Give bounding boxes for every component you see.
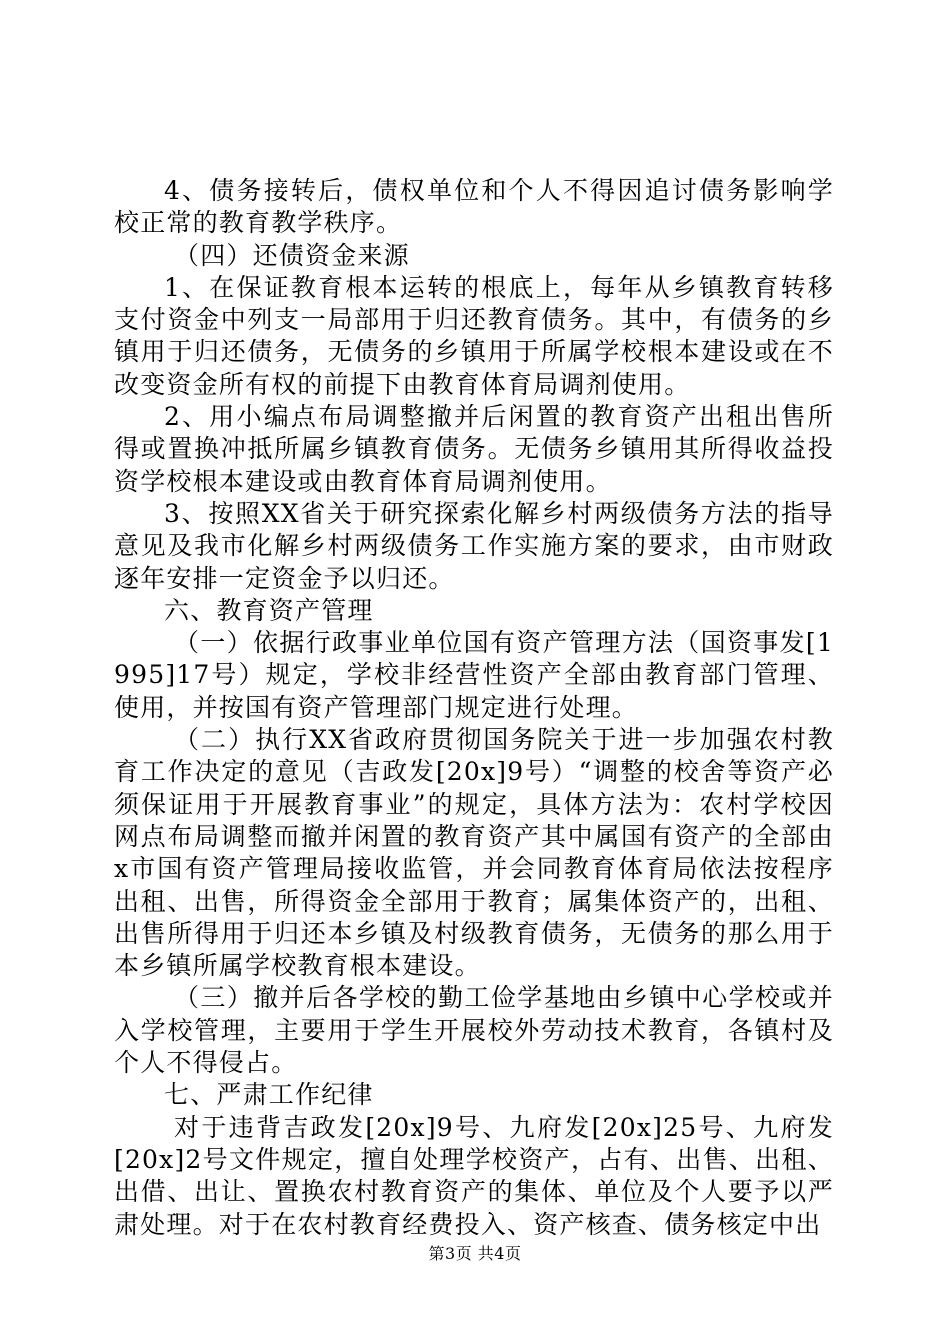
section-heading-debt-funding: （四）还债资金来源 — [174, 240, 410, 270]
paragraph-funding-3: 3、按照XX省关于研究探索化解乡村两级债务方法的指导意见及我市化解乡村两级债务工作实施方案的要求，由市财政逐年安排一定资金予以归还。 — [114, 498, 834, 593]
paragraph-asset-2: （二）执行XX省政府贯彻国务院关于进一步加强农村教育工作决定的意见（吉政发[20x]9号）“调整的校舍等资产必须保证用于开展教育事业”的规定，具体方法为：农村学校因网点布局调整而撤并闲置的教育资产其中属国有资产的全部由x市国有资产管理局接收监管，并会同教育体育局依法按程序出租、出售，所得资金全部用于教育；属集体资产的，出租、出售所得用于归还本乡镇及村级教育债务，无债务的那么用于本乡镇所属学校教育根本建设。 — [114, 725, 834, 981]
paragraph-asset-3: （三）撤并后各学校的勤工俭学基地由乡镇中心学校或并入学校管理，主要用于学生开展校外劳动技术教育，各镇村及个人不得侵占。 — [114, 983, 834, 1078]
paragraph-discipline: 对于违背吉政发[20x]9号、九府发[20x]25号、九府发[20x]2号文件规定，擅自处理学校资产，占有、出售、出租、出借、出让、置换农村教育资产的集体、单位及个人要予以严肃处理。对于在农村教育经费投入、资产核查、债务核定中出 — [114, 1112, 834, 1239]
paragraph-debt-transfer: 4、债务接转后，债权单位和个人不得因追讨债务影响学校正常的教育教学秩序。 — [114, 176, 834, 238]
page-number-footer: 第3页 共4页 — [428, 1244, 522, 1263]
section-heading-discipline: 七、严肃工作纪律 — [164, 1080, 374, 1110]
paragraph-funding-1: 1、在保证教育根本运转的根底上，每年从乡镇教育转移支付资金中列支一局部用于归还教育债务。其中，有债务的乡镇用于归还债务，无债务的乡镇用于所属学校根本建设或在不改变资金所有权的前提下由教育体育局调剂使用。 — [114, 272, 834, 399]
section-heading-asset-management: 六、教育资产管理 — [164, 595, 374, 625]
document-body — [114, 175, 834, 1241]
paragraph-asset-1: （一）依据行政事业单位国有资产管理方法（国资事发[1995]17号）规定，学校非经营性资产全部由教育部门管理、使用，并按国有资产管理部门规定进行处理。 — [114, 628, 834, 722]
paragraph-funding-2: 2、用小编点布局调整撤并后闲置的教育资产出租出售所得或置换冲抵所属乡镇教育债务。无债务乡镇用其所得收益投资学校根本建设或由教育体育局调剂使用。 — [114, 402, 834, 496]
